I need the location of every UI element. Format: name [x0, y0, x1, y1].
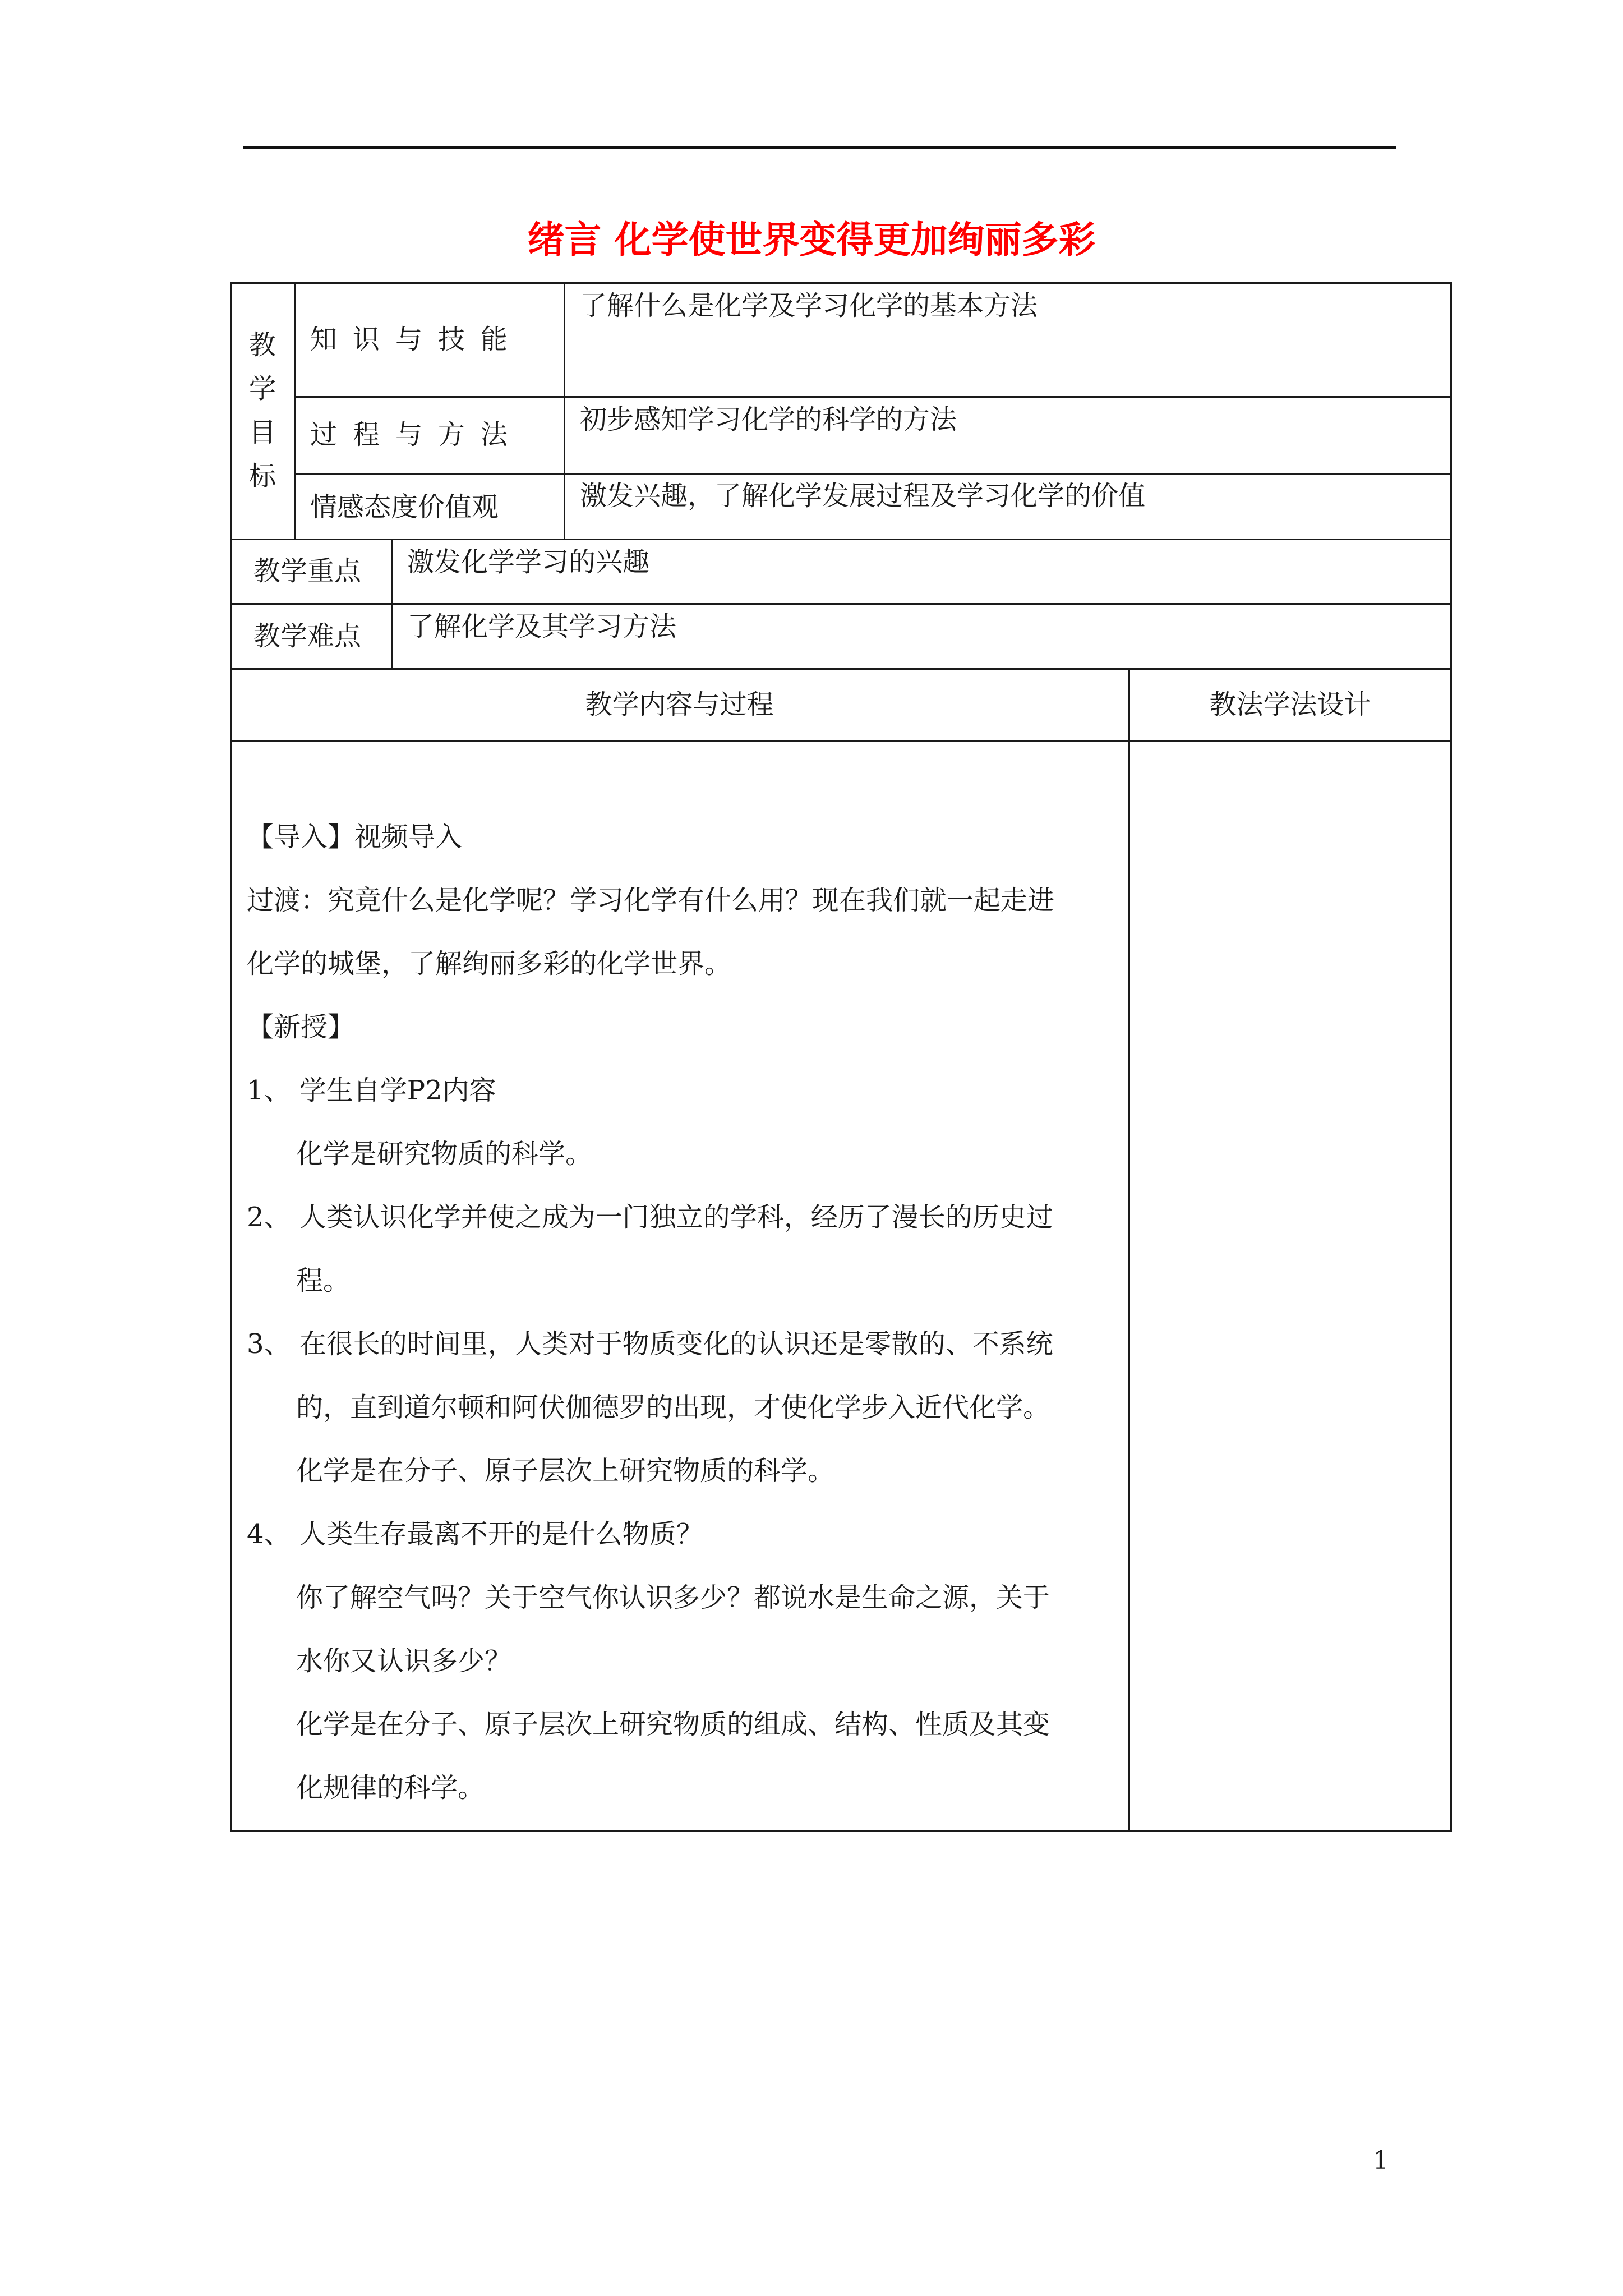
process-line: 【导入】视频导入 [247, 821, 463, 853]
goal-content-process: 初步感知学习化学的科学的方法 [580, 404, 957, 435]
page-title: 绪言 化学使世界变得更加绚丽多彩 [527, 218, 1096, 261]
header-rule [243, 146, 1396, 149]
process-line: 【新授】 [247, 1011, 355, 1043]
goal-label-attitude: 情感态度价值观 [310, 491, 499, 523]
process-header: 教学内容与过程 [585, 689, 774, 720]
key-point-content: 激发化学学习的兴趣 [407, 546, 650, 578]
process-line: 化学的城堡，了解绚丽多彩的化学世界。 [247, 948, 732, 979]
process-line: 化规律的科学。 [296, 1772, 485, 1803]
process-line: 过渡：究竟什么是化学呢？学习化学有什么用？现在我们就一起走进 [247, 885, 1055, 916]
goal-content-attitude: 激发兴趣，了解化学发展过程及学习化学的价值 [580, 480, 1146, 512]
process-line: 化学是在分子、原子层次上研究物质的科学。 [296, 1455, 835, 1487]
process-line: 程。 [296, 1265, 351, 1296]
key-point-label: 教学重点 [253, 555, 362, 587]
process-line: 4、 人类生存最离不开的是什么物质？ [247, 1519, 703, 1550]
difficulty-content: 了解化学及其学习方法 [407, 611, 677, 642]
method-header: 教法学法设计 [1209, 689, 1371, 720]
page-number: 1 [1373, 2146, 1389, 2175]
process-line: 2、 人类认识化学并使之成为一门独立的学科，经历了漫长的历史过 [247, 1202, 1053, 1233]
process-line: 化学是在分子、原子层次上研究物质的组成、结构、性质及其变 [296, 1709, 1050, 1740]
process-line: 3、 在很长的时间里，人类对于物质变化的认识还是零散的、不系统 [247, 1328, 1053, 1360]
goals-label: 教 学 目 标 [248, 329, 276, 492]
process-line: 你了解空气吗？关于空气你认识多少？都说水是生命之源，关于 [296, 1582, 1050, 1613]
process-line: 1、 学生自学P2内容 [247, 1075, 496, 1106]
process-line: 的，直到道尔顿和阿伏伽德罗的出现，才使化学步入近代化学。 [296, 1392, 1050, 1423]
process-line: 水你又认识多少？ [296, 1645, 512, 1677]
difficulty-label: 教学难点 [253, 620, 362, 652]
process-line: 化学是研究物质的科学。 [296, 1138, 593, 1170]
goal-label-process: 过程与方法 [310, 419, 524, 450]
goal-label-knowledge: 知识与技能 [310, 324, 524, 355]
goal-content-knowledge: 了解什么是化学及学习化学的基本方法 [580, 290, 1038, 321]
